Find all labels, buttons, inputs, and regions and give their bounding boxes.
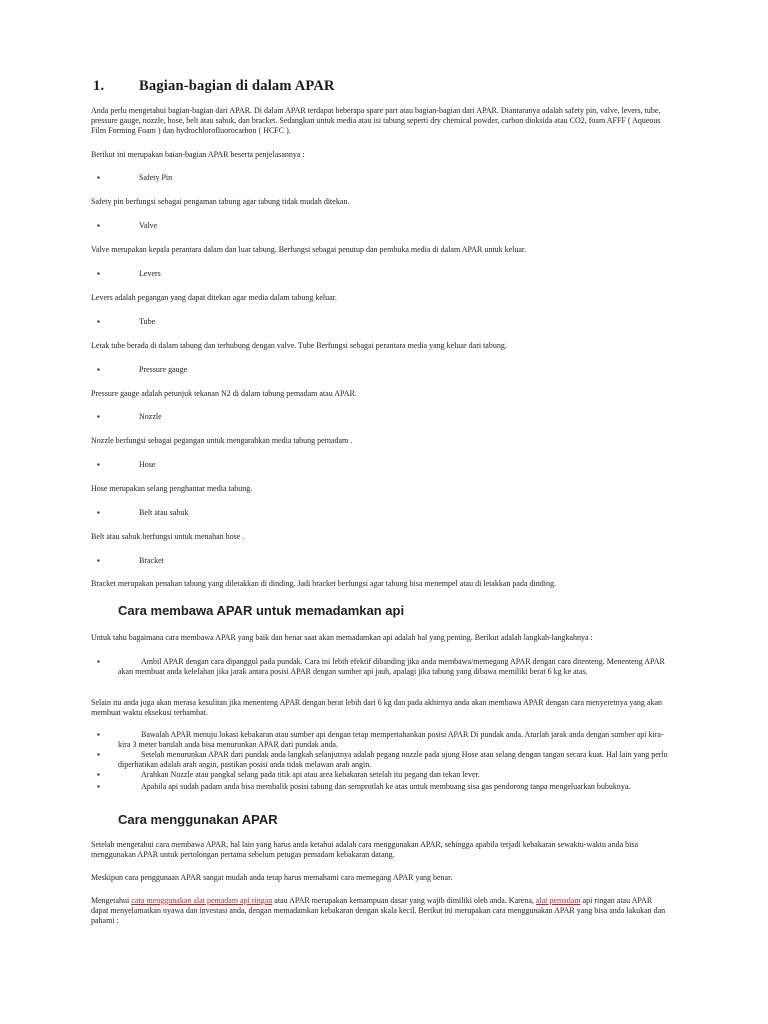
- bullet-icon: ▪: [97, 770, 100, 779]
- bullet-icon: ▪: [97, 657, 100, 666]
- step-text: Bawalah APAR menuju lokasi kebakaran atau sumber api dengan tetap mempertahankan posisi APAR Di pundak anda. Aturlah jarak anda dengan sumber api kira-kira 3 meter barulah anda bisa menurunkan APAR dari pundak anda.: [118, 730, 664, 749]
- section-heading-carrying: Cara membawa APAR untuk memadamkan api: [118, 603, 405, 618]
- step-text: Setelah menurunkan APAR dari pundak anda langkah selanjutnya adalah pegang nozzle pada ujung Hose atau selang dengan tangan secara kuat. Hal lain yang perlu diperhatikan adalah arah angin, pastikan posisi anda tidak melawan arah angin.: [118, 750, 668, 769]
- bullet-icon: ▪: [97, 508, 100, 517]
- heading-number: 1.: [93, 78, 105, 94]
- section-heading-parts: [93, 78, 335, 95]
- text-run: api ringan atau APAR dapat menyelamatkan nyawa dan investasi anda, dengan memadamkan kebakaran dengan skala kecil. Berikut ini merupakan cara menggunakan APAR yang bisa anda lakukan dan pahami :: [91, 896, 666, 925]
- usage-paragraph-2: Meskipun cara penggunaan APAR sangat mudah anda tetap harus memahami cara memegang APAR yang benar.: [91, 873, 453, 882]
- section-heading-usage: Cara menggunakan APAR: [118, 812, 278, 827]
- heading-title: Bagian-bagian di dalam APAR: [139, 78, 335, 94]
- part-name: Belt atau sabuk: [139, 508, 189, 517]
- carrying-intro-paragraph: Untuk tahu bagaimana cara membawa APAR yang baik dan benar saat akan memadamkan api adalah hal yang penting. Berikut adalah langkah-langkahnya :: [91, 633, 593, 642]
- part-name: Nozzle: [139, 412, 162, 421]
- bullet-icon: ▪: [97, 173, 100, 182]
- bullet-icon: ▪: [97, 221, 100, 230]
- part-name: Hose: [139, 460, 156, 469]
- part-description: Levers adalah pegangan yang dapat ditekan agar media dalam tabung keluar.: [91, 293, 337, 302]
- bullet-icon: ▪: [97, 317, 100, 326]
- part-name: Safety Pin: [139, 173, 173, 182]
- part-name: Pressure gauge: [139, 365, 188, 374]
- part-description: Nozzle berfungsi sebagai pegangan untuk mengarahkan media tabung pemadam .: [91, 436, 353, 445]
- list-item: [91, 657, 671, 677]
- bullet-icon: ▪: [97, 750, 100, 759]
- list-item: [91, 770, 671, 780]
- bullet-icon: ▪: [97, 782, 100, 791]
- part-name: Levers: [139, 269, 161, 278]
- usage-paragraph-1: Setelah mengetahui cara membawa APAR, hal lain yang harus anda ketahui adalah cara menggunakan APAR, sehingga apabila terjadi kebakaran sewaktu-waktu anda bisa menggunakan APAR untuk pertolongan pertama sebelum petugas pemadam kebakaran datang.: [91, 840, 639, 859]
- bullet-icon: ▪: [97, 365, 100, 374]
- usage-paragraph-3: [91, 896, 671, 926]
- step-text: Apabila api sudah padam anda bisa membalik posisi tabung dan semprotlah ke atas untuk membuang sisa gas pendorong tanpa mengeluarkan bubuknya.: [141, 782, 631, 791]
- list-item: [91, 750, 671, 770]
- part-name: Tube: [139, 317, 156, 326]
- part-description: Bracket merupakan penahan tabung yang diletakkan di dinding. Jadi bracket berfungsi agar tabung bisa menempel atau di letakkan pada dinding.: [91, 579, 556, 588]
- list-item: [91, 730, 671, 750]
- carrying-middle-paragraph: Selain itu anda juga akan merasa kesulitan jika menenteng APAR dengan berat lebih dari 6 kg dan pada akhirnya anda akan membawa APAR dengan cara menyeretnya yang akan membuat waktu eksekusi terhambat.: [91, 698, 662, 717]
- step-text: Ambil APAR dengan cara dipanggul pada pundak. Cara ini lebih efektif dibanding jika anda membawa/memegang APAR dengan cara ditenteng. Menenteng APAR akan membuat anda kelelahan jika jarak antara posisi APAR dengan sumber api jauh, apalagi jika tabung yang dibawa memiliki berat 6 kg ke atas.: [118, 657, 665, 676]
- bullet-icon: ▪: [97, 556, 100, 565]
- part-description: Hose merupakan selang penghantar media tabung.: [91, 484, 253, 493]
- part-description: Valve merupakan kepala perantara dalam dan luar tabung. Berfungsi sebagai penutup dan pembuka media di dalam APAR untuk keluar.: [91, 245, 527, 254]
- bullet-icon: ▪: [97, 730, 100, 739]
- part-description: Belt atau sabuk berfungsi untuk menahan hose .: [91, 532, 245, 541]
- parts-intro-paragraph: Anda perlu mengetahui bagian-bagian dari APAR. Di dalam APAR terdapat beberapa spare part atau bagian-bagian dari APAR. Diantaranya adalah safety pin, valve, levers, tube, pressure gauge, nozzle, hose, belt atau sabuk, dan bracket. Sedangkan untuk media atau isi tabung seperti dry chemical powder, carbon dioksida atau CO2, foam AFFF ( Aqueous Film Forming Foam ) dan hydrochlorofluorocarbon ( HCFC ).: [91, 106, 661, 135]
- text-run: atau APAR merupakan kemampuan dasar yang wajib dimiliki oleh anda. Karena,: [272, 896, 536, 905]
- part-description: Pressure gauge adalah petunjuk tekanan N2 di dalam tabung pemadam atau APAR.: [91, 389, 357, 398]
- part-description: Letak tube berada di dalam tabung dan terhubung dengan valve. Tube Berfungsi sebagai perantara media yang keluar dari tabung.: [91, 341, 507, 350]
- part-name: Bracket: [139, 556, 164, 565]
- bullet-icon: ▪: [97, 269, 100, 278]
- part-description: Safety pin berfungsi sebagai pengaman tabung agar tabung tidak mudah ditekan.: [91, 197, 350, 206]
- bullet-icon: ▪: [97, 412, 100, 421]
- bullet-icon: ▪: [97, 460, 100, 469]
- link-fire-extinguisher-usage[interactable]: cara menggunakan alat pemadam api ringan: [131, 896, 273, 905]
- text-run: Mengetahui: [91, 896, 132, 905]
- part-name: Valve: [139, 221, 158, 230]
- list-item: [91, 782, 671, 792]
- step-text: Arahkan Nozzle atau pangkal selang pada titik api atau area kebakaran setelah itu pegang dan tekan lever.: [141, 770, 480, 779]
- parts-lead-paragraph: Berikut ini merupakan baian-bagian APAR beserta penjelasannya :: [91, 150, 305, 159]
- link-fire-extinguisher[interactable]: alat pemadam: [535, 896, 581, 905]
